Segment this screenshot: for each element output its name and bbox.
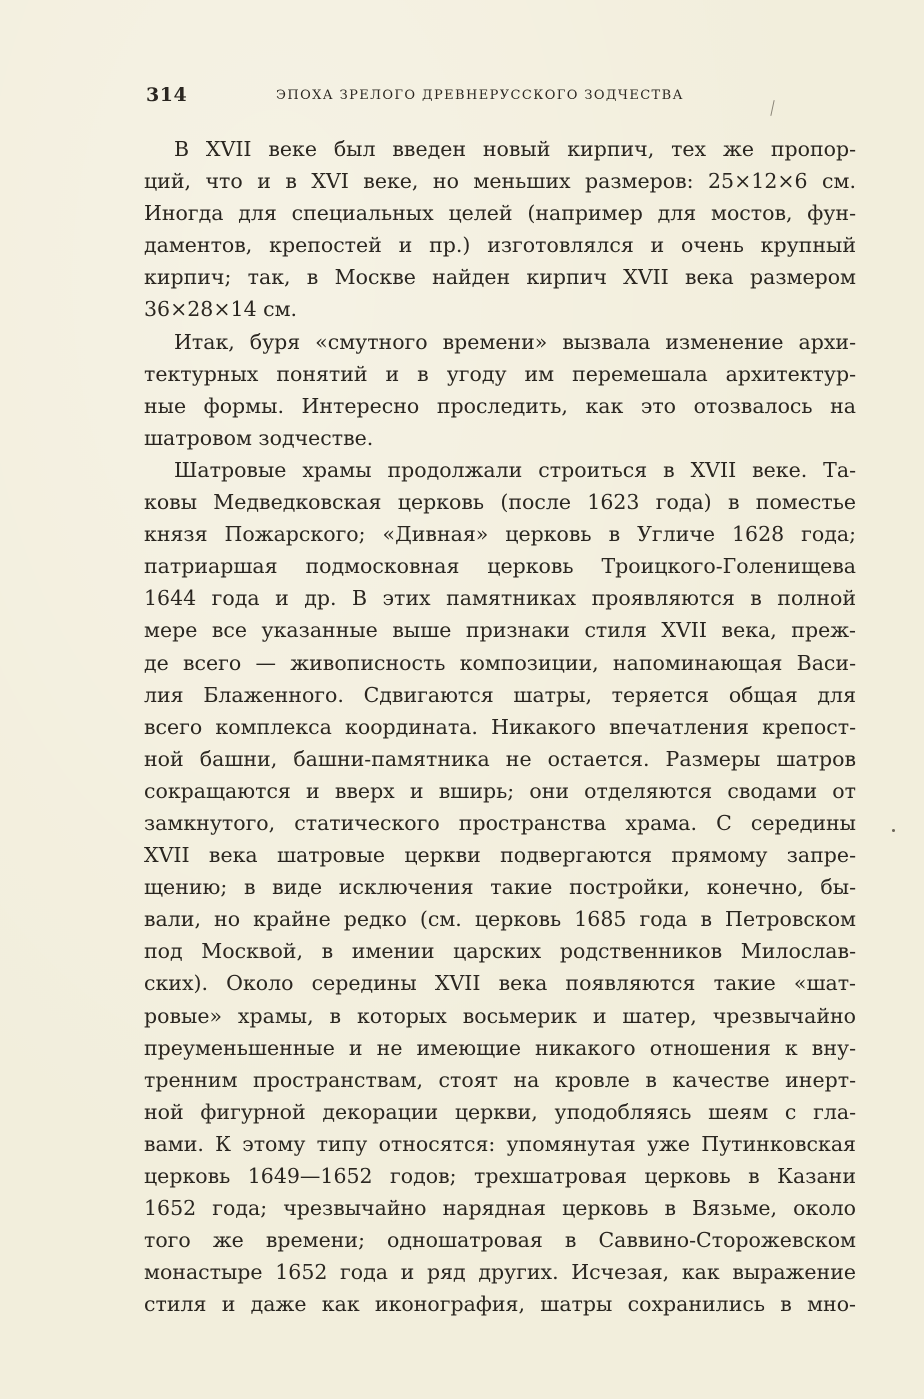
text-line: ной башни, башни-памятника не остается. Размеры шатров: [144, 746, 856, 771]
text-line: церковь 1649—1652 годов; трехшатровая церковь в Казани: [144, 1164, 856, 1188]
text-line: ских). Около середины XVII века появляются такие «шат-: [144, 971, 856, 996]
text-line: князя Пожарского; «Дивная» церковь в Угличе 1628 года;: [144, 522, 856, 547]
text-line: Иногда для специальных целей (например для мостов, фун-: [144, 201, 856, 226]
text-line: стиля и даже как иконография, шатры сохранились в мно-: [144, 1292, 856, 1317]
text-line: патриаршая подмосковная церковь Троицкого-Голенищева: [144, 554, 856, 579]
text-line: даментов, крепостей и пр.) изготовлялся и очень крупный: [144, 233, 856, 258]
text-line: замкнутого, статического пространства храма. С середины: [144, 810, 856, 835]
paragraph-1: [144, 133, 856, 326]
page-header: [146, 84, 776, 114]
text-line: ровые» храмы, в которых восьмерик и шатер, чрезвычайно: [144, 1003, 856, 1028]
text-line: В XVII веке был введен новый кирпич, тех же пропор-: [174, 137, 856, 161]
text-line: кирпич; так, в Москве найден кирпич XVII века размером: [144, 265, 856, 290]
text-line: ковы Медведковская церковь (после 1623 года) в поместье: [144, 490, 856, 515]
text-line: ной фигурной декорации церкви, уподобляясь шеям с гла-: [144, 1099, 856, 1124]
text-line: мере все указанные выше признаки стиля XVII века, преж-: [144, 618, 856, 643]
paragraph-2: [144, 326, 856, 454]
text-line: ные формы. Интересно проследить, как это отозвалось на: [144, 393, 856, 418]
text-line: шатровом зодчестве.: [144, 425, 374, 450]
text-line: вами. К этому типу относятся: упомянутая уже Путинковская: [144, 1131, 856, 1156]
text-line: всего комплекса координата. Никакого впечатления крепост-: [144, 714, 856, 739]
text-line: XVII века шатровые церкви подвергаются прямому запре-: [144, 843, 856, 868]
text-line: того же времени; одношатровая в Саввино-Сторожевском: [144, 1228, 856, 1253]
body-text: [144, 133, 856, 1320]
text-line: монастыре 1652 года и ряд других. Исчезая, как выражение: [144, 1260, 856, 1285]
text-line: щению; в виде исключения такие постройки, конечно, бы-: [144, 875, 856, 900]
text-line: вали, но крайне редко (см. церковь 1685 года в Петровском: [144, 907, 856, 932]
text-line: 1652 года; чрезвычайно нарядная церковь в Вязьме, около: [144, 1196, 856, 1221]
text-line: 36×28×14 см.: [144, 297, 298, 322]
running-title: ЭПОХА ЗРЕЛОГО ДРЕВНЕРУССКОГО ЗОДЧЕСТВА: [276, 88, 684, 103]
text-line: де всего — живописность композиции, напоминающая Васи-: [144, 650, 856, 675]
text-line: преуменьшенные и не имеющие никакого отношения к вну-: [144, 1035, 856, 1060]
text-line: тектурных понятий и в угоду им перемешала архитектур-: [144, 361, 856, 386]
text-line: тренним пространствам, стоят на кровле в качестве инерт-: [144, 1067, 856, 1092]
text-line: ций, что и в XVI веке, но меньших размеров: 25×12×6 см.: [144, 169, 856, 194]
page-number: 314: [146, 84, 188, 106]
text-line: сокращаются и вверх и вширь; они отделяются сводами от: [144, 778, 856, 803]
text-line: лия Блаженного. Сдвигаются шатры, теряется общая для: [144, 682, 856, 707]
paragraph-3: [144, 454, 856, 1321]
print-dot: [892, 829, 895, 832]
text-line: 1644 года и др. В этих памятниках проявляются в полной: [144, 586, 856, 611]
text-line: Итак, буря «смутного времени» вызвала изменение архи-: [174, 329, 856, 354]
text-line: Шатровые храмы продолжали строиться в XVII веке. Та-: [174, 457, 856, 482]
text-line: под Москвой, в имении царских родственников Милослав-: [144, 939, 856, 964]
